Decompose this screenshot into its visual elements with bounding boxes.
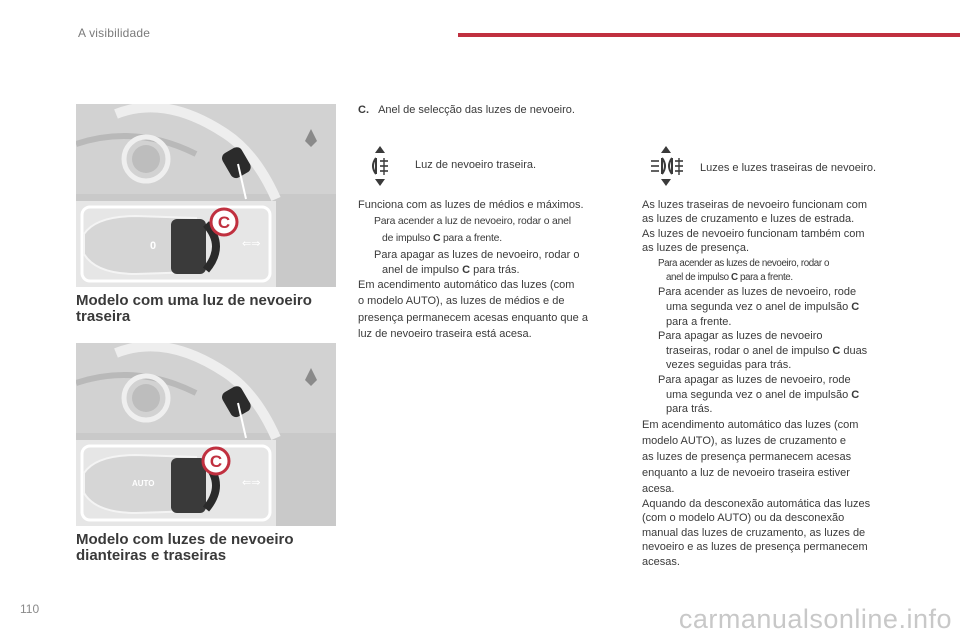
col3-bullet-acender-1-cont: anel de impulso C para a frente. (666, 272, 793, 283)
col3-line-9: para a frente. (666, 316, 732, 328)
col3-bullet-apagar-2: Para apagar as luzes de nevoeiro, rode (658, 374, 851, 386)
col3-line-2: As luzes de nevoeiro funcionam também com (642, 228, 865, 240)
col2-line-9: presença permanecem acesas enquanto que a (358, 312, 588, 324)
col3-line-26: acesas. (642, 556, 680, 568)
col3-line-17: Em acendimento automático das luzes (com (642, 419, 859, 431)
front-rear-fog-light-icon (646, 146, 686, 191)
col3-bullet-acender-2-cont: uma segunda vez o anel de impulsão C (666, 301, 860, 313)
caption-model-front-rear-fog: Modelo com luzes de nevoeiro dianteiras e traseiras (76, 531, 294, 564)
col2-line-7: Em acendimento automático das luzes (com (358, 279, 575, 291)
col2-line-10: luz de nevoeiro traseira está acesa. (358, 328, 532, 340)
col3-line-19: as luzes de presença permanecem acesas (642, 451, 852, 463)
col3-line-3: as luzes de presença. (642, 242, 750, 254)
col3-line-13: vezes seguidas para trás. (666, 359, 792, 371)
col2-bullet-apagar: Para apagar as luzes de nevoeiro, rodar o (374, 249, 580, 261)
col3-line-23: (com o modelo AUTO) ou da desconexão (642, 512, 845, 524)
item-c-text: Anel de selecção das luzes de nevoeiro. (378, 104, 575, 116)
col3-line-0: As luzes traseiras de nevoeiro funcionam com (642, 199, 867, 211)
watermark: carmanualsonline.info (678, 604, 952, 634)
figure-front-rear-fog-stalk (76, 343, 336, 526)
rear-fog-light-icon (366, 146, 394, 191)
fig1-ring-letter: C (217, 213, 231, 232)
col3-line-18: modelo AUTO), as luzes de cruzamento e (642, 435, 847, 447)
fig2-ring-letter: C (209, 452, 223, 471)
col3-bullet-apagar-1-cont: traseiras, rodar o anel de impulso C duas (666, 345, 868, 357)
col3-line-16: para trás. (666, 403, 713, 415)
col3-line-21: acesa. (642, 483, 675, 495)
col2-bullet-acender: Para acender a luz de nevoeiro, rodar o anel (374, 216, 571, 227)
section-title: A visibilidade (78, 26, 151, 40)
col3-bullet-acender-1: Para acender as luzes de nevoeiro, rodar o (658, 258, 830, 269)
col3-bullet-apagar-1: Para apagar as luzes de nevoeiro (658, 330, 823, 342)
col3-line-25: nevoeiro e as luzes de presença permanecem (642, 541, 868, 553)
item-c-description (358, 103, 575, 118)
front-rear-fog-icon-caption: Luzes e luzes traseiras de nevoeiro. (700, 162, 877, 174)
col3-bullet-apagar-2-cont: uma segunda vez o anel de impulsão C (666, 389, 860, 401)
fig1-off-label: 0 (150, 240, 157, 252)
col3-line-1: as luzes de cruzamento e luzes de estrada. (642, 213, 855, 225)
item-c-letter: C. (358, 104, 369, 116)
col3-bullet-acender-2: Para acender as luzes de nevoeiro, rode (658, 286, 857, 298)
col3-line-24: manual das luzes de cruzamento, as luzes de (642, 527, 866, 539)
figure-single-fog-stalk (76, 104, 336, 287)
col2-line-0: Funciona com as luzes de médios e máximos. (358, 199, 584, 211)
col2-bullet-acender-cont: de impulso C para a frente. (382, 233, 502, 244)
page-number: 110 (20, 602, 40, 616)
fig1-arrows-label: ⇐⇒ (242, 238, 261, 250)
rear-fog-icon-caption: Luz de nevoeiro traseira. (415, 159, 537, 171)
caption-model-single-fog: Modelo com uma luz de nevoeiro traseira (76, 292, 312, 325)
col3-line-20: enquanto a luz de nevoeiro traseira estiver (642, 467, 850, 479)
col2-line-8: o modelo AUTO), as luzes de médios e de (358, 295, 565, 307)
col2-bullet-apagar-cont: anel de impulso C para trás. (382, 264, 520, 276)
col3-line-22: Aquando da desconexão automática das luzes (642, 498, 871, 510)
fig2-auto-label: AUTO (132, 479, 155, 488)
header-accent-bar (458, 33, 960, 37)
fig2-arrows-label: ⇐⇒ (242, 477, 261, 489)
